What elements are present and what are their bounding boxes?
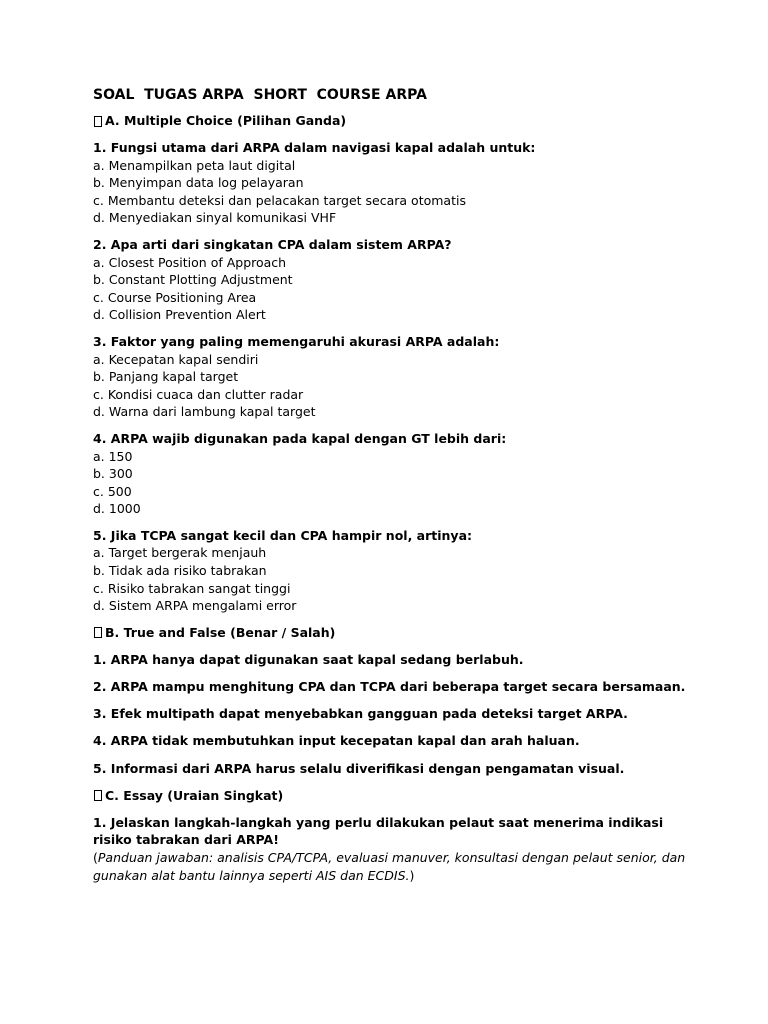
question-text: 4. ARPA wajib digunakan pada kapal dengan GT lebih dari:: [93, 430, 507, 446]
checkbox-placeholder-icon: [94, 790, 102, 801]
option-a: a. Target bergerak menjauh: [93, 545, 267, 561]
option-a: a. 150: [93, 448, 133, 464]
section-a-heading: [93, 112, 693, 130]
true-false-item-3: 3. Efek multipath dapat menyebabkan gangguan pada deteksi target ARPA.: [93, 706, 628, 722]
option-c: c. Membantu deteksi dan pelacakan target secara otomatis: [93, 192, 466, 208]
mc-question-1: [93, 139, 693, 227]
mc-question-2: [93, 236, 693, 324]
true-false-item-4: 4. ARPA tidak membutuhkan input kecepatan kapal dan arah haluan.: [93, 733, 580, 749]
option-b: b. Panjang kapal target: [93, 369, 239, 385]
section-c-title: C. Essay (Uraian Singkat): [105, 787, 284, 803]
mc-question-3: [93, 333, 693, 421]
option-c: c. Kondisi cuaca dan clutter radar: [93, 386, 304, 402]
option-c: c. Risiko tabrakan sangat tinggi: [93, 580, 291, 596]
option-d: d. Sistem ARPA mengalami error: [93, 598, 297, 614]
section-c-heading: [93, 787, 693, 805]
option-d: d. Menyediakan sinyal komunikasi VHF: [93, 210, 337, 226]
question-text: 2. Apa arti dari singkatan CPA dalam sistem ARPA?: [93, 236, 452, 252]
mc-question-5: [93, 527, 693, 615]
essay-question-1: [93, 814, 693, 884]
option-b: b. Menyimpan data log pelayaran: [93, 175, 304, 191]
question-text: 1. Fungsi utama dari ARPA dalam navigasi kapal adalah untuk:: [93, 140, 536, 155]
question-text: 3. Faktor yang paling memengaruhi akurasi ARPA adalah:: [93, 333, 500, 349]
document-page: [93, 86, 693, 884]
option-a: a. Closest Position of Approach: [93, 254, 287, 270]
answer-guide: [93, 849, 693, 884]
option-c: c. 500: [93, 483, 132, 499]
document-title: SOAL TUGAS ARPA SHORT COURSE ARPA: [93, 87, 427, 103]
option-d: d. Collision Prevention Alert: [93, 307, 266, 323]
true-false-item-2: 2. ARPA mampu menghitung CPA dan TCPA dari beberapa target secara bersamaan.: [93, 679, 686, 695]
section-b-title: B. True and False (Benar / Salah): [105, 624, 336, 640]
option-b: b. Tidak ada risiko tabrakan: [93, 563, 267, 579]
section-a-title: A. Multiple Choice (Pilihan Ganda): [105, 113, 347, 128]
section-b-heading: [93, 624, 693, 642]
mc-question-4: [93, 430, 693, 518]
guide-close-paren: ): [409, 867, 415, 883]
true-false-item-1: 1. ARPA hanya dapat digunakan saat kapal sedang berlabuh.: [93, 651, 524, 667]
option-b: b. Constant Plotting Adjustment: [93, 272, 293, 288]
true-false-item-5: 5. Informasi dari ARPA harus selalu diverifikasi dengan pengamatan visual.: [93, 760, 625, 776]
checkbox-placeholder-icon: [94, 116, 102, 127]
option-b: b. 300: [93, 466, 133, 482]
guide-text: Panduan jawaban: analisis CPA/TCPA, evaluasi manuver, konsultasi dengan pelaut senior, dan gunakan alat bantu lainnya seperti AIS dan ECDIS.: [93, 849, 686, 883]
essay-question-text: 1. Jelaskan langkah-langkah yang perlu dilakukan pelaut saat menerima indikasi risiko tabrakan dari ARPA!: [93, 814, 664, 848]
guide-open-paren: (: [93, 849, 98, 865]
option-d: d. Warna dari lambung kapal target: [93, 404, 316, 420]
checkbox-placeholder-icon: [94, 627, 102, 638]
option-d: d. 1000: [93, 501, 141, 517]
question-text: 5. Jika TCPA sangat kecil dan CPA hampir nol, artinya:: [93, 527, 473, 543]
option-c: c. Course Positioning Area: [93, 289, 257, 305]
option-a: a. Menampilkan peta laut digital: [93, 157, 296, 173]
option-a: a. Kecepatan kapal sendiri: [93, 351, 259, 367]
